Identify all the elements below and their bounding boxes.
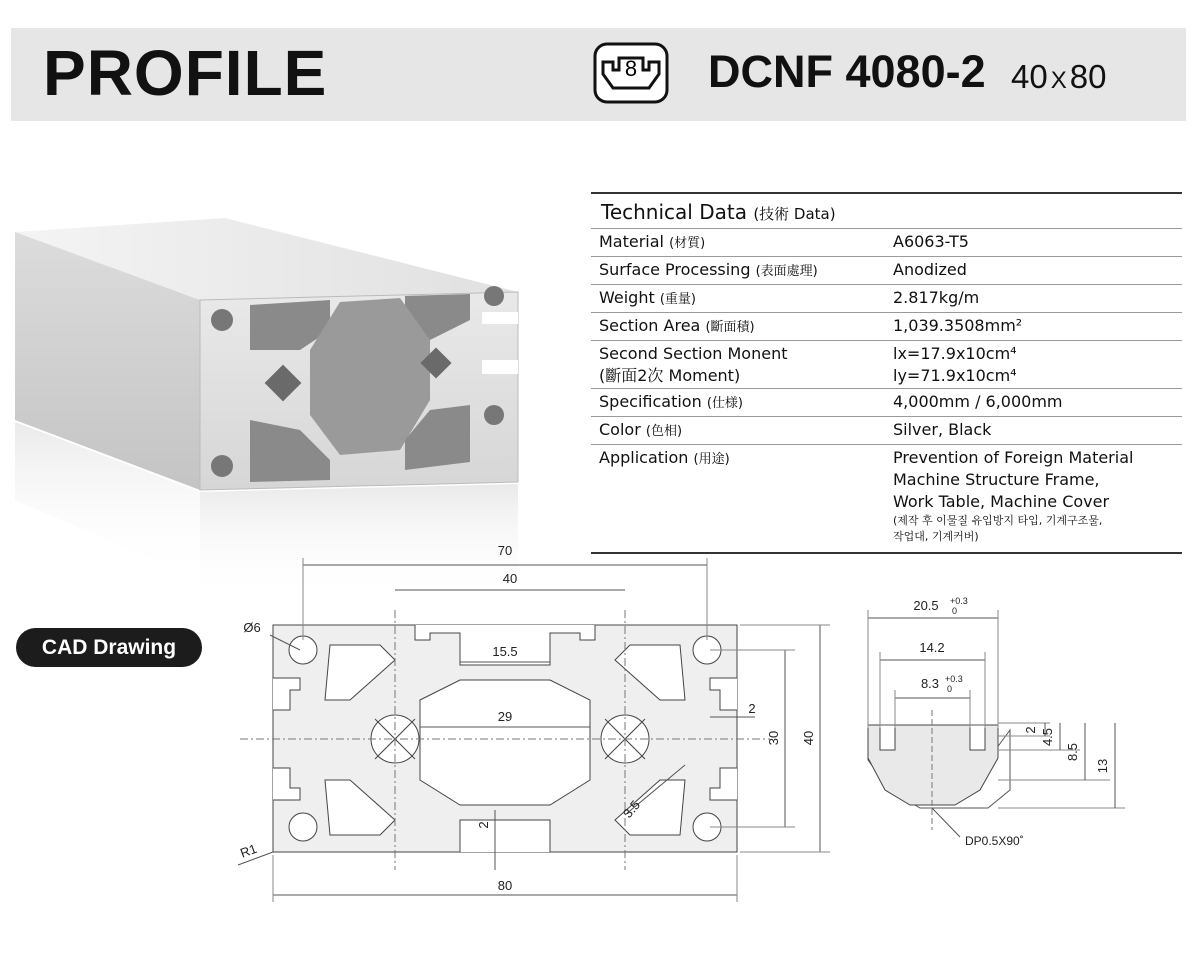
row-value-2: ly=71.9x10cm⁴: [893, 366, 1017, 385]
dim-3-5: 3.5: [619, 797, 644, 821]
dim-29: 29: [497, 709, 513, 724]
row-label: Application: [599, 448, 689, 467]
row-value: 1,039.3508mm²: [893, 316, 1023, 335]
dim-phi6: Ø6: [243, 620, 261, 635]
dim-20-5: 20.5: [913, 598, 939, 613]
dim-8-3-tol: +0.3: [945, 674, 963, 684]
slot-icon-number: 8: [624, 56, 638, 81]
table-row: [591, 228, 1182, 256]
row-label-sub: (用途): [693, 452, 730, 467]
row-label-sub: (材質): [669, 236, 706, 251]
dim-40-top: 40: [502, 571, 518, 586]
row-label: Specification: [599, 392, 702, 411]
technical-data-title-sub: (技術 Data): [753, 205, 836, 223]
row-label-sub: (斷面積): [705, 320, 755, 335]
model-name: DCNF 4080-2: [708, 46, 986, 97]
dim-h2: 2: [1023, 726, 1038, 734]
row-value: 2.817kg/m: [893, 288, 980, 307]
row-label: Material: [599, 232, 664, 251]
row-value: Silver, Black: [893, 420, 992, 439]
row-label: Color: [599, 420, 641, 439]
dim-r1: R1: [238, 840, 259, 861]
row-label: Weight: [599, 288, 655, 307]
table-row: [591, 416, 1182, 444]
header-band: [11, 28, 1186, 121]
technical-data-table: [591, 192, 1182, 554]
row-value-2: Machine Structure Frame,: [893, 470, 1100, 489]
t-slot-detail-drawing: [840, 590, 1170, 860]
dim-15-5: 15.5: [492, 644, 518, 659]
size-separator: X: [1050, 67, 1067, 94]
row-label-sub: (仕様): [706, 396, 743, 411]
dim-30: 30: [766, 730, 781, 746]
dim-h13: 13: [1095, 758, 1110, 774]
row-value-3: Work Table, Machine Cover: [893, 492, 1110, 511]
dim-70: 70: [497, 543, 513, 558]
row-label: Second Section Monent: [599, 344, 788, 363]
technical-data-title: [591, 194, 1182, 228]
dim-40-side: 40: [801, 730, 816, 746]
table-row: [591, 284, 1182, 312]
table-row: [591, 340, 1182, 388]
table-row: [591, 312, 1182, 340]
row-label-sub: (色相): [645, 424, 683, 439]
table-row: [591, 388, 1182, 416]
row-value: Anodized: [893, 260, 967, 279]
row-value: lx=17.9x10cm⁴: [893, 344, 1017, 363]
row-value: Prevention of Foreign Material: [893, 448, 1134, 467]
table-row: [591, 444, 1182, 546]
page-title: PROFILE: [43, 37, 328, 109]
dim-8-3: 8.3: [920, 676, 940, 691]
dim-80: 80: [497, 878, 513, 893]
dim-20-5-tol0: 0: [952, 606, 958, 616]
technical-data-title-text: Technical Data: [601, 200, 747, 224]
size-height: 80: [1069, 58, 1107, 95]
dim-dp: DP0.5X90˚: [965, 834, 1024, 848]
dim-h8-5: 8.5: [1065, 742, 1080, 762]
dim-20-5-tol: +0.3: [950, 596, 968, 606]
row-note-2: 작업대, 기계커버): [893, 530, 979, 543]
dim-14-2: 14.2: [919, 640, 945, 655]
row-label: Section Area: [599, 316, 701, 335]
cad-cross-section-drawing: [210, 540, 930, 920]
row-label-sub: (表面處理): [755, 264, 818, 279]
row-label-sub: (重量): [659, 292, 696, 307]
cad-drawing-badge: CAD Drawing: [16, 628, 202, 667]
row-note: (제작 후 이물질 유입방지 타입, 기계구조물,: [893, 514, 1103, 527]
row-label: Surface Processing: [599, 260, 751, 279]
model-size: [1011, 58, 1106, 96]
table-row: [591, 256, 1182, 284]
dim-8-3-tol0: 0: [947, 684, 953, 694]
t-slot-8-icon: [591, 40, 671, 106]
size-width: 40: [1011, 58, 1048, 95]
dim-h4-5: 4.5: [1040, 727, 1055, 747]
row-value: A6063-T5: [893, 232, 969, 251]
row-value: 4,000mm / 6,000mm: [893, 392, 1063, 411]
dim-2-right: 2: [748, 701, 756, 716]
dim-2-bottom: 2: [476, 821, 491, 829]
row-label-sub: (斷面2次 Moment): [599, 366, 741, 385]
